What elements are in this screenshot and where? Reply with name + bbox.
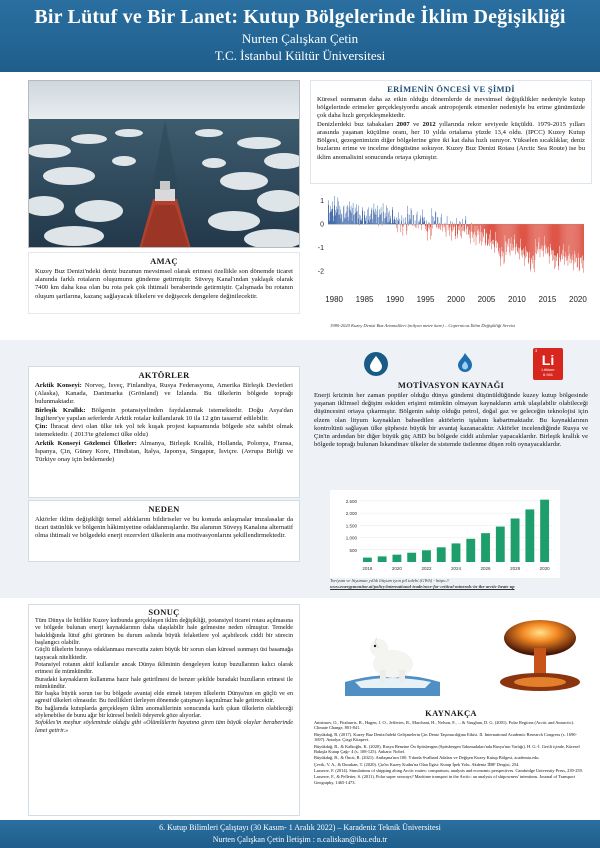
battery-x-tick: 2022 [421,566,432,571]
anomaly-x-tick: 2000 [447,295,465,304]
lithium-mass: 6.941 [542,372,553,377]
aktorler-list [35,382,293,464]
battery-bar [378,556,387,562]
reference-item: Büyükdağ, B., & Kalkoğlu, K. (2020). Rusya Benzine Ön Spitsbergen (Spitsbergen Takımadaları'nda Rusya'nın Varlığı). H. G.-İ. Gerili içinde, Küresel Bakışla Kutup Çağı- 4 (s. 108-125). Ankara: Nobel. [314,743,580,754]
sonuc-paragraph: Güçlü ülkelerin buraya odaklanması mevcutta zaten büyük bir sorun olan küresel ısınmayı üst basamağa taşıyacak niteliktedir. [35,647,293,661]
anomaly-x-tick: 1995 [416,295,435,304]
sea-ice-anomaly-chart [310,190,592,308]
aktor-label: Arktik Konseyi: [35,382,82,389]
explosion-photo [490,612,590,694]
battery-bar [407,553,416,562]
sonuc-section [28,604,300,816]
neden-section [28,500,300,562]
sonuc-body [35,618,293,735]
footer-contact: Nurten Çalışkan Çetin İletişim : n.caliskan@iku.edu.tr [212,835,388,844]
anomaly-y-tick: -1 [317,245,324,253]
aktorler-title: AKTÖRLER [138,370,190,380]
author-name: Nurten Çalışkan Çetin [241,31,359,46]
poster-footer [0,820,600,848]
lithium-symbol: Li [541,352,555,368]
reference-item: Çevik, V. A., & Durukan, T. (2020). Çin'in Kuzey Kutbu'na Olan İlgisi: Kutup İpek Yolu. Akdeniz İİBF Dergisi, 254. [314,761,520,767]
battery-x-tick: 2028 [510,566,521,571]
anomaly-x-tick: 2005 [477,295,496,304]
institution-name: T.C. İstanbul Kültür Üniversitesi [214,48,386,63]
poster-header [0,0,600,72]
aktor-text: Almanya, Birleşik Krallık, Hollanda, Polonya, Fransa, İspanya, Çin, Güney Kore, Hindistan, İtalya, Japonya, Singapur, İsviçre. (Avrupa Birliği ve Türkiye onay için beklemede) [35,439,294,464]
kaynakca-list [314,720,588,785]
anomaly-x-tick: 2010 [508,295,526,304]
sonuc-paragraph: Tüm Dünya ile birlikte Kuzey kutbunda gerçekleşen iklim değişikliği, potansiyel ticaret rotası açılmasına ve bölgede bulunan enerji kaynaklarının daha ulaşılabilir hale gelmesine neden olmuştur. Temelde bakıldığında lütuf gibi görünen bu durum aslında büyük felaketlere yol açabilecek ciddi bir sürecin başlangıcı olabilir. [35,618,293,646]
sonuc-paragraph: Bu bağlamda kutuplarda gerçekleşen iklim anomalilerinin sonucunda karlı çıkan ülkelerin olabileceği söylenebilse de bunu ağır bir küresel bedeli ödeyerek göze alıyorlar. [35,705,293,720]
aktor-item [35,440,293,465]
erimenin-p2-part-a: Denizlerdeki buz tabakaları [317,120,397,128]
anomaly-y-tick: 0 [320,221,324,229]
neden-title: NEDEN [148,504,180,514]
battery-y-tick: 2.500 [345,498,357,504]
aktor-text: İhracat devi olan ülke tek yol tek kuşak projesi kapsamında bölgede söz sahibi olmak istemektedir. ( 2013'te gözlemci ülke oldu) [35,423,293,439]
anomaly-x-tick: 1980 [325,295,343,304]
anomaly-x-tick: 2020 [569,295,587,304]
battery-bar [452,543,461,562]
erimenin-p2-part-b: ve [409,120,423,128]
battery-y-tick: 500 [349,547,357,553]
anomaly-x-tick: 2015 [538,295,557,304]
battery-bar [511,518,520,562]
kaynakca-section [310,708,592,816]
battery-bar [496,527,505,562]
kaynakca-title: KAYNAKÇA [425,708,477,718]
battery-demand-chart [330,490,560,578]
battery-x-tick: 2020 [391,566,402,571]
motivasyon-title: MOTİVASYON KAYNAĞI [397,380,505,390]
lithium-atomic-number: 3 [535,348,538,353]
icebreaker-photo [28,80,300,248]
erimenin-p2-part-c: yıllarında rekor seviyede küçüldü. 1979-2015 yılları arasında yaşanan küçülme oranı, her 10 yılda ortalama yüzde 13,4 oldu. (IPCC) Kuzey Kutup Bölgesi, gezegenimizin diğer bölgelerine göre iki kat daha hızlı ısınıyor. Yükselen sıcaklıklar, deniz buzlarını erime ve incelme döngüsüne sokuyor. Kuzey Buz Denizi Rotası (Arctic Sea Route) ise bu iklim anomalisini sonucunda ortaya çıkmıştır. [317,120,585,161]
battery-chart-caption-a: Toriyum ve lityumun yıllık litiyum iyon pil talebi (GWh) - https:// [330,578,449,583]
aktor-label: Çin: [35,423,48,431]
aktorler-section [28,366,300,498]
sonuc-title: SONUÇ [148,607,180,617]
lithium-name: Lithium [541,367,555,372]
sonuc-paragraph: Potansiyel rotanın aktif kullanılır ancak Dünya ikliminin dengeleyen kutup buzullarının kalıcı olarak erimesi ile mümkündür. [35,661,293,676]
anomaly-y-tick: 1 [320,198,324,206]
battery-x-tick: 2018 [362,566,373,571]
aktor-text: Norveç, İsveç, Finlandiya, Rusya Federasyonu, Amerika Birleşik Devletleri (Alaska), Kanada, Danimarka (Grönland) ve İzlanda. Bu ülkelerin bölgede toprağı bulunmaktadır. [35,382,293,406]
reference-item: Büyükdağ, B., & Öncü, R. (2021). Antlaşma'nın 100. Yılında Svalbard Adaları ve Değişen Kuzey Kutup Bölgesi, academia.edu. [314,755,540,761]
erimenin-paragraph-2 [317,121,585,162]
reference-item: Anisimov, O., Fitzharris, B., Hagen, J. O., Jefferies, R., Marchant, H., Nelson, F., ... & Vaughan, D. G. (2001). Polar Regions (Arctic and Antarctic). Climate Change, 801-841. [314,720,575,731]
battery-bar [437,547,446,562]
aktor-item [35,407,293,423]
amac-title: AMAÇ [150,256,178,266]
gas-flame-icon [454,352,476,374]
amac-section [28,252,300,314]
aktor-text: Bölgenin potansiyelinden faydalanmak istemektedir. Doğu Asya'dan İngiltere'ye yapılan seferlerde Arktik rotalar kullanılarak 10 ila 12 gün tasarruf edilebilir. [35,406,294,422]
polar-bear-photo [335,612,450,698]
anomaly-x-tick: 1990 [386,295,404,304]
reference-item: Büyükdağ, B. (2017). Kuzey Buz Denizi'ndeki Gelişmelerin Çin Deniz Taşımacılığına Etkisi. II. International Academic Research Congress (s. 1690-1697). Antalya: Çizgi Kitapevi. [314,731,577,743]
sonuc-paragraph: Buradaki kaynakların kullanıma hazır hale getirilmesi de benzer şekilde buradaki buzulların erimesi ile mümkündür. [35,676,293,690]
motivasyon-text: Enerji krizinin her zaman popüler olduğu dünya gündemi düşünüldüğünde kuzey kutup bölgesinde yaşanan iklimsel değişim eskiden erişimi mümkün olmayan kaynakların artık ulaşılabilir olabileceği düşüncesini ortaya çıkarmıştır. Bölgenin sahip olduğu petrol, doğal gaz ve geleceğin teknolojisi için elzem olan lityum kaynakları bahsedilen aktörlerin iştahını kabartmaktadır. Bu kaynaklarının kontrolünü sağlayan ülke şüphesiz büyük bir avantaj kazanacaktır. Aktörler incelendiğinde Rusya ve Çin'in ardından bir diğer büyük güç ABD bu bölgede ciddi atılımlar yapacaklardır. Birleşik krallık ve bölgede toprağı bulunan İskandinav ülkeler de sistemde üstlenme düşen rolü oynayacaklardır. [314,392,588,449]
battery-bar [422,550,431,562]
battery-bar [466,539,475,562]
anomaly-x-tick: 1985 [355,295,374,304]
battery-bar [392,555,401,562]
battery-chart-svg [330,490,560,578]
sonuc-paragraph: Bir başka büyük sorun ise bu bölgede avantaj elde etmek isteyen ülkelerin Dünya'nın en güçlü ve en agresif ülkeleri olmasıdır. Bu özellikleri ilerleyen dönemde çatışmayı kaçınılmaz hale getirecektir. [35,691,293,705]
amac-text: Kuzey Buz Denizi'ndeki deniz buzunun mevsimsel olarak erimesi özellikle son dönemde ticaret alanında farklı rotaların oluşumunu gündeme getirmiştir. Süveyş Kanal'ından yaklaşık olarak 7400 km daha kısa olan bu rota pek çok ihtimali beraberinde getirmiştir. Çalışmada bu rotanın oluşum şartlarına, kazanç sağlayacak ülkelere ve değişecek dengelere değinilecektir. [35,268,293,300]
footer-event: 6. Kutup Bilimleri Çalıştayı (30 Kasım- 1 Aralık 2022) – Karadeniz Teknik Üniversitesi [159,823,441,832]
neden-text: Aktörler iklim değişikliği temel aldıklarını bildiriseler ve bu konuda anlaşmalar imzalasalar da ticari üstünlük ve bölgenin hâkimiyetine odaklanmışlardır. Bu alanının Süveyş Kanalına alternatif olma ihtimali ve bölgedeki enerji rezervleri ülkelerin ana motivasyonlarını şekillendirmektedir. [35,516,294,540]
erimenin-section [310,80,592,184]
anomaly-y-tick: -2 [317,268,324,276]
lithium-element-icon [533,348,563,380]
battery-bar [540,500,549,562]
year-2012: 2012 [422,120,436,128]
aktor-item [35,423,293,439]
battery-x-tick: 2024 [450,566,462,571]
erimenin-title: ERİMENİN ÖNCESİ VE ŞİMDİ [387,84,515,94]
battery-bar [525,509,534,562]
reference-item: Lasserre, F. (2014). Simulations of shipping along Arctic routes: comparison, analysis and economic perspectives. Cambridge University Press, 239-259. [314,768,583,773]
poster-title: Bir Lütuf ve Bir Lanet: Kutup Bölgelerinde İklim Değişikliği [34,6,566,28]
aktor-label: Arktik Konseyi Gözlemci Ülkeler: [35,439,137,447]
erimenin-paragraph-1: Küresel ısınmanın daha az etkin olduğu dönemlerde de mevsimsel değişiklikler nedeniyle kutup bölgelerinde erimeler gerçekleşiyordu ancak antropojenik etmenler nedeniyle bu erime günümüzde çok daha hızlı gerçekleşmektedir. [317,96,585,120]
battery-bar [363,558,372,562]
battery-y-tick: 1.000 [345,535,357,541]
battery-y-tick: 2.000 [345,511,357,517]
year-2007: 2007 [396,120,410,128]
oil-drop-icon [364,352,388,376]
aktor-item [35,382,293,407]
battery-chart-caption-b: www.energymonitor.ai/policy/international-trade/race-for-critical-minerals-in-the-arctic-heats-up [330,584,515,589]
battery-y-tick: 1.500 [345,523,357,529]
reference-item: Lasserre, F., & Pelletier, S. (2011). Polar super seaways? Maritime transport in the Arctic: an analysis of shipowners' intentions. Journal of Transport Geography, 1465-1473. [314,774,576,785]
anomaly-chart-caption: 1980-2020 Kuzey Denizi Buz Anomalileri (milyon metre kare) – Copernicus İklim Değişikliği Servisi [330,323,516,328]
battery-x-tick: 2030 [539,566,550,571]
aktor-label: Birleşik Krallık: [35,406,86,414]
motivasyon-section [310,380,592,480]
anomaly-chart-svg [310,190,592,308]
battery-bar [481,533,490,562]
sonuc-paragraph: Sofokles'in meşhur söyleminde olduğu gibi «Ölümlülerin hayatına giren tüm büyük olaylar beraberinde lanet getirir.» [35,720,293,734]
battery-x-tick: 2026 [480,566,491,571]
